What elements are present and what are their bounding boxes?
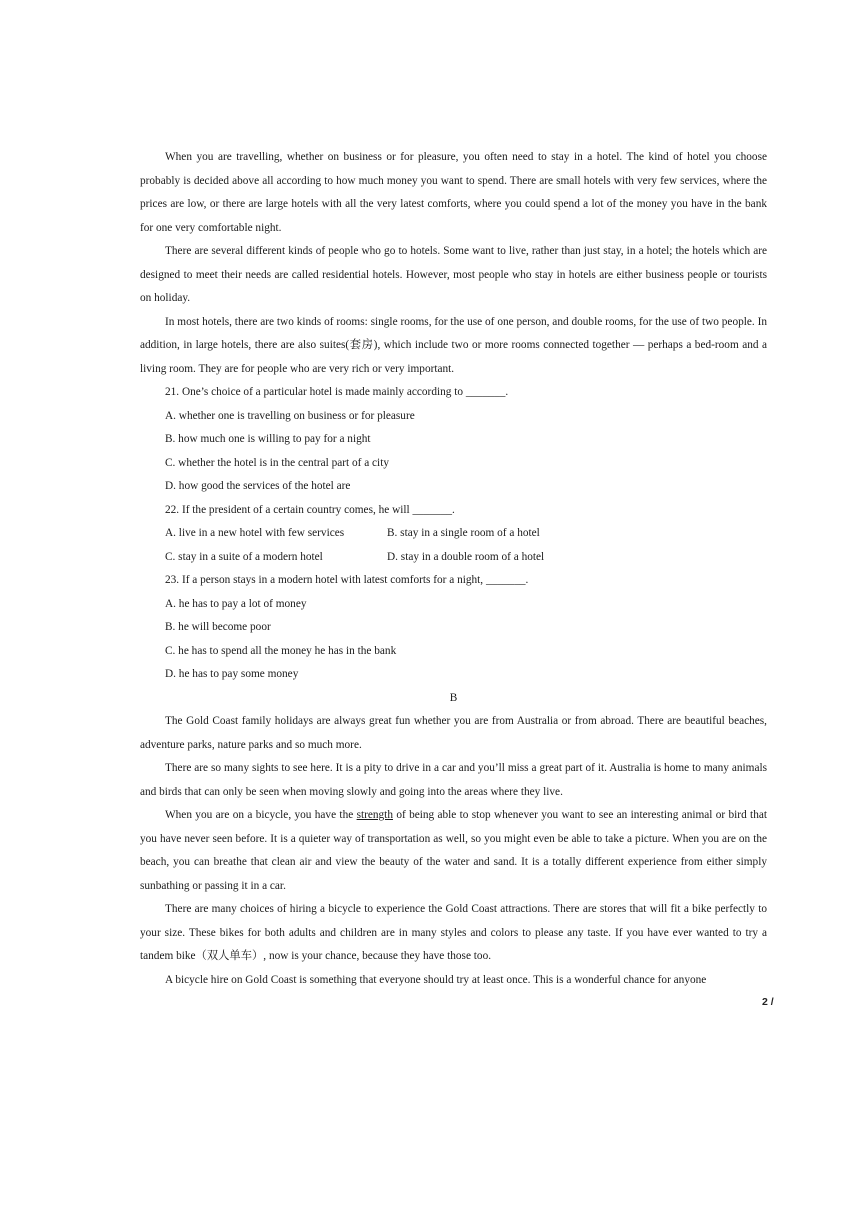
question-22-options-row-2	[140, 546, 767, 570]
document-page	[140, 146, 767, 992]
paragraph-3-text-after: of being able to stop whenever you want to see an interesting animal or bird that you have never seen before. It is a quieter way of transportation as well, so you might even be able to take a picture. When you are on the beach, you can breathe that clean air and view the beauty of the water and sand. It is a totally different experience from either simply sunbathing or passing it in a car.	[140, 809, 767, 892]
question-22-stem: 22. If the president of a certain country comes, he will _______.	[165, 503, 455, 516]
question-23-stem: 23. If a person stays in a modern hotel with latest comforts for a night, _______.	[165, 574, 529, 586]
passage-b-paragraph-2: There are so many sights to see here. It is a pity to drive in a car and you’ll miss a great part of it. Australia is home to many animals and birds that can only be seen when moving slowly and going into the areas where they live.	[140, 762, 767, 798]
passage-a-paragraph-2: There are several different kinds of people who go to hotels. Some want to live, rather than just stay, in a hotel; the hotels which are designed to meet their needs are called residential hotels. However, most people who stay in hotels are either business people or tourists on holiday.	[140, 245, 767, 304]
question-23-option-c: C. he has to spend all the money he has in the bank	[165, 644, 397, 657]
question-21-option-a: A. whether one is travelling on business or for pleasure	[165, 409, 415, 422]
passage-a-paragraph-1: When you are travelling, whether on business or for pleasure, you often need to stay in a hotel. The kind of hotel you choose probably is decided above all according to how much money you want to spend. There are small hotels with very few services, where the prices are low, or there are large hotels with all the very latest comforts, where you could spend a lot of the money you have in the bank for one very comfortable night.	[140, 151, 767, 234]
question-21-option-d: D. how good the services of the hotel are	[165, 480, 351, 492]
question-23-option-b: B. he will become poor	[165, 621, 271, 633]
paragraph-3-text-before: When you are on a bicycle, you have the	[165, 809, 357, 821]
underlined-word-strength: strength	[356, 809, 393, 821]
question-21-option-c: C. whether the hotel is in the central part of a city	[165, 456, 389, 469]
passage-a-paragraph-3: In most hotels, there are two kinds of rooms: single rooms, for the use of one person, and double rooms, for the use of two people. In addition, in large hotels, there are also suites(套房), which include two or more rooms connected together — perhaps a bed-room and a living room. They are for people who are very rich or very important.	[140, 315, 767, 375]
passage-b-paragraph-1: The Gold Coast family holidays are always great fun whether you are from Australia or from abroad. There are beautiful beaches, adventure parks, nature parks and so much more.	[140, 715, 767, 751]
question-22-option-a: A. live in a new hotel with few services	[165, 527, 345, 539]
passage-b-paragraph-4: There are many choices of hiring a bicycle to experience the Gold Coast attractions. There are stores that will fit a bike perfectly to your size. These bikes for both adults and children are in many styles and colors to please any taste. If you have ever wanted to try a tandem bike（双人单车）, now is your chance, because they have those too.	[140, 903, 767, 962]
question-22-option-b: B. stay in a single room of a hotel	[387, 527, 540, 539]
question-23-option-a: A. he has to pay a lot of money	[165, 597, 307, 610]
passage-b-paragraph-5: A bicycle hire on Gold Coast is something that everyone should try at least once. This is a wonderful chance for anyone	[165, 973, 707, 986]
question-22-option-c: C. stay in a suite of a modern hotel	[165, 550, 323, 563]
question-21-stem: 21. One’s choice of a particular hotel is made mainly according to _______.	[165, 386, 509, 398]
question-22-options-row-1	[140, 522, 767, 546]
page-number: 2 /	[762, 996, 774, 1008]
question-21-option-b: B. how much one is willing to pay for a night	[165, 433, 371, 445]
passage-b-title: B	[449, 691, 458, 704]
question-22-option-d: D. stay in a double room of a hotel	[387, 550, 545, 563]
question-23-option-d: D. he has to pay some money	[165, 668, 299, 680]
passage-b-paragraph-3	[140, 804, 767, 898]
